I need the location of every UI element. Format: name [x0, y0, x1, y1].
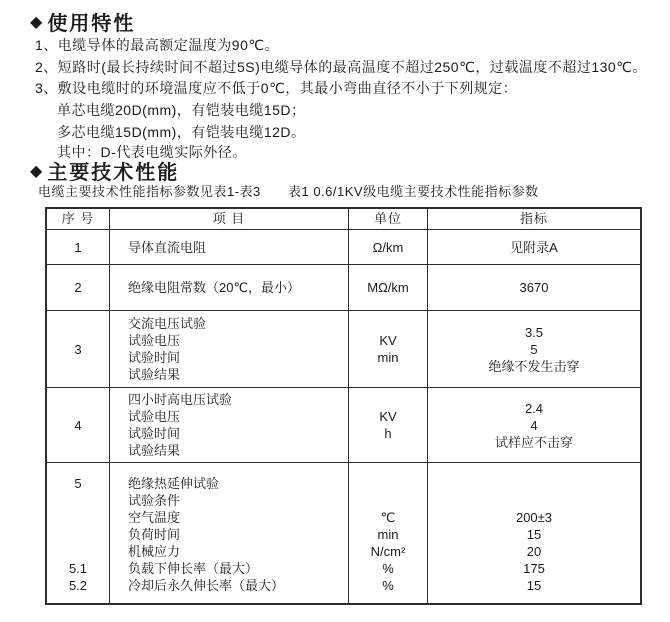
table-cell-no: [47, 230, 109, 264]
cell-text: ℃: [380, 510, 396, 525]
cell-text: 5: [74, 476, 82, 491]
cell-text: Ω/km: [372, 239, 404, 255]
cell-text: [428, 475, 640, 492]
header-cell-text: 序 号: [61, 211, 95, 226]
table-header-cell: [427, 209, 640, 229]
cell-text: 见附录A: [510, 239, 558, 255]
cell-text: 试样应不击穿: [494, 434, 573, 450]
header-cell-text: 项 目: [212, 211, 246, 226]
cell-text: [428, 492, 640, 509]
cell-text: min: [377, 350, 399, 365]
cell-text: 5: [530, 341, 538, 357]
table-cell-no: [47, 463, 109, 603]
table-cell-item: [109, 463, 348, 603]
table-header-cell: [47, 209, 109, 229]
usage-line-2: 2、短路时(最长持续时间不超过5S)电缆导体的最高温度不超过250℃，过载温度不超过130℃。: [35, 59, 647, 75]
cell-text: min: [377, 527, 399, 542]
cell-text: 绝缘不发生击穿: [488, 358, 580, 374]
cell-text: 试验结果: [128, 443, 181, 458]
diamond-bullet-icon: ◆: [30, 13, 43, 31]
usage-line-6: 其中：D-代表电缆实际外径。: [57, 144, 247, 160]
cell-text: 5.1: [68, 561, 88, 576]
table-cell-item: [109, 388, 348, 462]
table-row: [47, 387, 640, 462]
cell-text: [349, 475, 427, 492]
cell-text: [47, 509, 109, 526]
cell-text: 交流电压试验: [128, 316, 207, 331]
cell-text: 负荷时间: [128, 527, 181, 542]
usage-line-5: 多芯电缆15D(mm)，有铠装电缆12D。: [57, 124, 306, 140]
table-cell-no: [47, 311, 109, 387]
table-caption: 表1 0.6/1KV级电缆主要技术性能指标参数: [288, 184, 539, 199]
cell-text: 175: [523, 561, 545, 576]
cell-text: 机械应力: [128, 544, 181, 559]
cell-text: [47, 526, 109, 543]
cell-text: 负载下伸长率（最大）: [128, 561, 259, 576]
cell-text: KV: [379, 333, 397, 348]
cell-text: h: [384, 426, 392, 441]
cell-text: 试验结果: [128, 367, 181, 382]
table-cell-no: [47, 265, 109, 310]
cell-text: [47, 492, 109, 509]
cell-text: 4: [74, 417, 82, 433]
cell-text: 试验条件: [128, 493, 181, 508]
cell-text: 5.2: [68, 578, 88, 593]
cell-text: 20: [526, 544, 542, 559]
table-cell-item: [109, 265, 348, 310]
table-cell-no: [47, 388, 109, 462]
table-cell-unit: [348, 230, 427, 264]
spec-table: [45, 207, 642, 605]
header-cell-text: 指标: [519, 211, 548, 226]
usage-line-3: 3、敷设电缆时的环境温度应不低于0℃，其最小弯曲直径不小于下列规定：: [35, 80, 518, 96]
section-title-usage-text: 使用特性: [47, 13, 136, 35]
cell-text: 导体直流电阻: [128, 239, 207, 255]
cell-text: 试验电压: [128, 333, 181, 348]
table-header-cell: [348, 209, 427, 229]
table-header-row: [47, 209, 640, 229]
cell-text: 1: [74, 239, 82, 255]
table-cell-unit: [348, 311, 427, 387]
cell-text: [47, 543, 109, 560]
table-cell-indicator: [427, 230, 640, 264]
table-row: [47, 264, 640, 310]
usage-line-1: 1、电缆导体的最高额定温度为90℃。: [35, 37, 280, 53]
section-title-usage: [30, 7, 135, 36]
cell-text: 试验电压: [128, 409, 181, 424]
cell-text: %: [382, 561, 394, 576]
table-cell-indicator: [427, 265, 640, 310]
cell-text: 绝缘热延伸试验: [128, 476, 220, 491]
cell-text: 四小时高电压试验: [128, 392, 233, 407]
cell-text: 试验时间: [128, 350, 181, 365]
cell-text: 15: [526, 527, 542, 542]
table-cell-indicator: [427, 463, 640, 603]
table-cell-indicator: [427, 311, 640, 387]
table-cell-indicator: [427, 388, 640, 462]
table-header-cell: [109, 209, 348, 229]
diamond-bullet-icon: ◆: [30, 162, 43, 180]
cell-text: 绝缘电阻常数（20℃，最小）: [128, 280, 301, 295]
table-row: [47, 462, 640, 603]
cell-text: 2.4: [524, 400, 544, 416]
cell-text: MΩ/km: [367, 280, 409, 295]
table-reference-note: 电缆主要技术性能指标参数见表1-表3: [38, 184, 261, 199]
table-cell-unit: [348, 463, 427, 603]
table-cell-item: [109, 230, 348, 264]
cell-text: 3670: [519, 280, 549, 295]
cell-text: 空气温度: [128, 510, 181, 525]
section-title-performance-text: 主要技术性能: [47, 162, 180, 184]
cell-text: 2: [74, 280, 82, 295]
table-cell-unit: [348, 265, 427, 310]
cell-text: 4: [530, 417, 538, 433]
cell-text: 200±3: [515, 510, 553, 525]
header-cell-text: 单位: [373, 211, 402, 226]
cell-text: [349, 492, 427, 509]
table-cell-unit: [348, 388, 427, 462]
cell-text: %: [382, 578, 394, 593]
cell-text: 3: [74, 341, 82, 357]
cell-text: KV: [379, 409, 397, 424]
cell-text: 15: [526, 578, 542, 593]
table-cell-item: [109, 311, 348, 387]
cell-text: 冷却后永久伸长率（最大）: [128, 578, 285, 593]
table-row: [47, 229, 640, 264]
usage-line-4: 单芯电缆20D(mm)，有铠装电缆15D；: [57, 102, 306, 118]
cell-text: 试验时间: [128, 426, 181, 441]
table-row: [47, 310, 640, 387]
cell-text: N/cm²: [370, 544, 406, 559]
cell-text: 3.5: [524, 324, 544, 340]
